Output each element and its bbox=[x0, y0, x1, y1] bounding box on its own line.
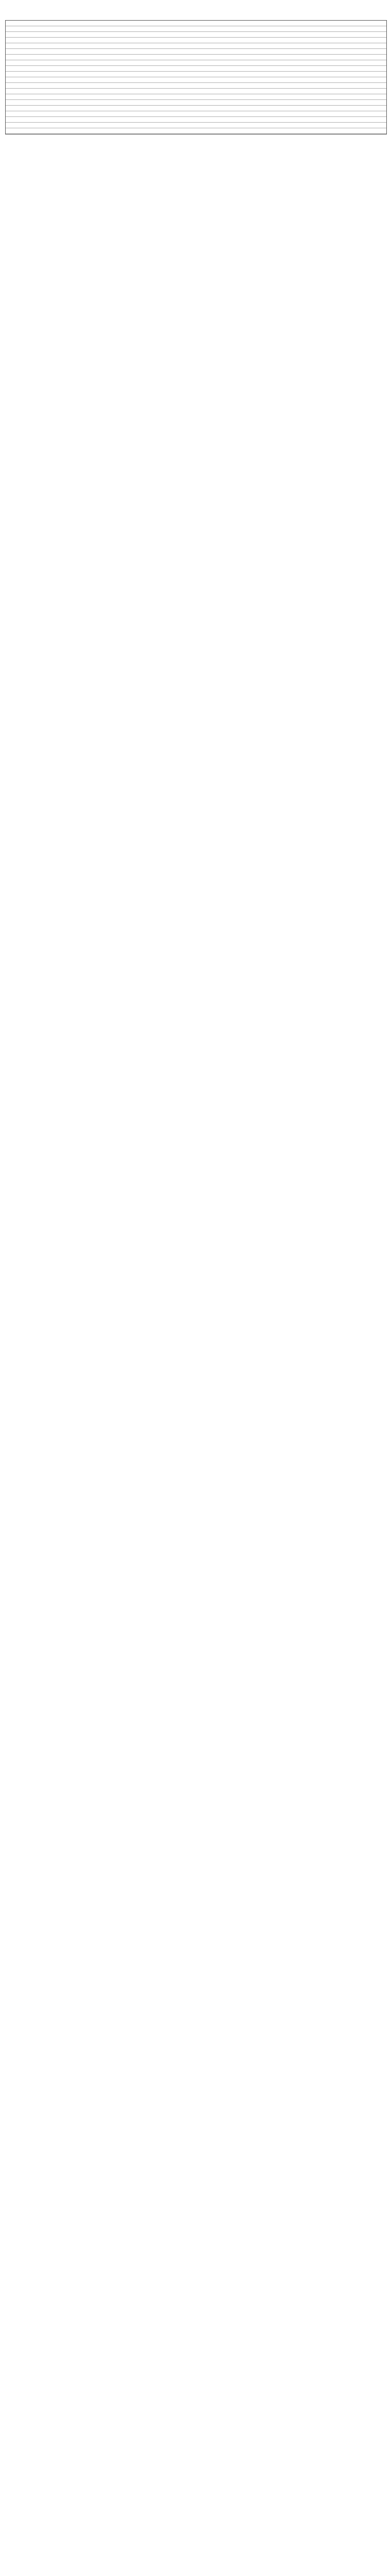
table-row bbox=[6, 72, 386, 77]
document-subheading bbox=[5, 12, 387, 18]
table-row bbox=[6, 83, 386, 89]
table-grid bbox=[5, 20, 387, 134]
table-row bbox=[6, 128, 386, 134]
table-row bbox=[6, 60, 386, 66]
table-row bbox=[6, 49, 386, 55]
table-row bbox=[6, 123, 386, 128]
document-heading bbox=[5, 4, 387, 10]
table-row bbox=[6, 66, 386, 72]
table-row bbox=[6, 111, 386, 117]
table-row bbox=[6, 117, 386, 123]
table-row bbox=[6, 21, 386, 26]
table-row bbox=[6, 106, 386, 111]
table-row bbox=[6, 26, 386, 32]
table-row bbox=[6, 32, 386, 38]
table-row bbox=[6, 94, 386, 100]
table-row bbox=[6, 43, 386, 49]
table-row bbox=[6, 89, 386, 94]
table-row bbox=[6, 55, 386, 60]
table-row bbox=[6, 77, 386, 83]
table-row bbox=[6, 38, 386, 43]
table-row bbox=[6, 100, 386, 106]
